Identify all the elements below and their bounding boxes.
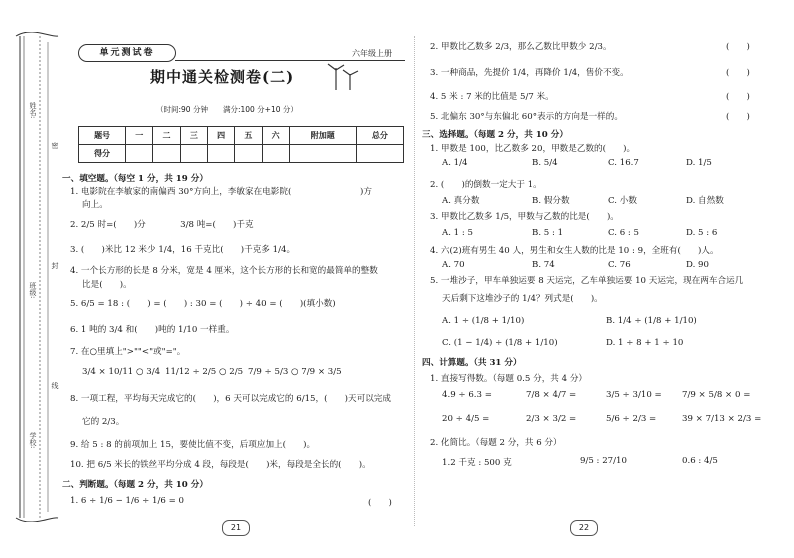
q4-line-b: 比是( )。: [82, 280, 132, 290]
q7-item-1: 3/4 × 10/11 ○ 3/4: [82, 367, 161, 377]
choice-2: 2. ( )的倒数一定大于 1。: [430, 180, 542, 190]
choice-4-opt-b[interactable]: B. 74: [532, 260, 555, 270]
choice-5-line-b: 天后剩下这堆沙子的 1/4？列式是( )。: [442, 294, 603, 304]
score-cell[interactable]: [289, 145, 356, 163]
page-number-right: [570, 520, 598, 536]
choice-3-opt-b[interactable]: B. 5 : 1: [532, 228, 564, 238]
score-col-6: 六: [262, 127, 289, 145]
score-col-4: 四: [207, 127, 234, 145]
choice-2-opt-c[interactable]: C. 小数: [608, 196, 637, 206]
q9: 9. 给 5 : 8 的前项加上 15，要使比值不变，后项应加上( )。: [70, 440, 316, 450]
q6: 6. 1 吨的 3/4 和( )吨的 1/10 一样重。: [70, 325, 235, 335]
q3: 3. ( )米比 12 米少 1/4，16 千克比( )千克多 1/4。: [70, 245, 296, 255]
score-cell[interactable]: [180, 145, 207, 163]
page-number-right-text: 22: [578, 523, 590, 532]
judge-3-answer[interactable]: ( ): [726, 68, 750, 78]
q8-line-a: 8. 一项工程，平均每天完成它的( )，6 天可以完成它的 6/15，( )天可以完成: [70, 394, 391, 404]
choice-4-opt-c[interactable]: C. 76: [608, 260, 631, 270]
judge-5-answer[interactable]: ( ): [726, 112, 750, 122]
section-choice: 三、选择题。（每题 2 分，共 10 分）: [422, 130, 568, 140]
banner-underline: [175, 60, 405, 61]
calc-1-item-5: 20 ÷ 4/5 =: [442, 414, 490, 424]
score-cell[interactable]: [356, 145, 403, 163]
choice-4-opt-d[interactable]: D. 90: [686, 260, 709, 270]
calc-1-item-8: 39 × 7/13 × 2/3 =: [682, 414, 762, 424]
choice-5-opt-c[interactable]: C. (1 − 1/4) ÷ (1/8 + 1/10): [442, 338, 558, 348]
calc-2: 2. 化简比。（每题 2 分，共 6 分）: [430, 438, 562, 448]
judge-1: 1. 6 ÷ 1/6 − 1/6 ÷ 1/6 = 0: [70, 496, 185, 506]
q10: 10. 把 6/5 米长的铁丝平均分成 4 段，每段是( )米，每段是全长的( )。: [70, 460, 371, 470]
q7: 7. 在○里填上">""<"或"="。: [70, 347, 186, 357]
calc-1-item-7: 5/6 ÷ 2/3 =: [606, 414, 657, 424]
judge-2: 2. 甲数比乙数多 2/3，那么乙数比甲数少 2/3。: [430, 42, 612, 52]
calc-1-item-4: 7/9 × 5/8 × 0 =: [682, 390, 751, 400]
choice-1-opt-a[interactable]: A. 1/4: [442, 158, 468, 168]
score-col-1: 一: [126, 127, 153, 145]
unit-test-banner-text: 单元测试卷: [99, 48, 155, 58]
judge-1-answer[interactable]: ( ): [368, 498, 392, 508]
score-col-bonus: 附加题: [289, 127, 356, 145]
unit-test-banner: [78, 44, 176, 62]
choice-4-opt-a[interactable]: A. 70: [442, 260, 465, 270]
judge-2-answer[interactable]: ( ): [726, 42, 750, 52]
calc-2-item-2: 9/5 : 27/10: [580, 456, 627, 466]
q5: 5. 6/5 = 18 : ( ) = ( ) : 30 = ( ) ÷ 40 = ( )(填小数): [70, 299, 336, 309]
choice-4: 4. 六(2)班有男生 40 人，男生和女生人数的比是 10 : 9，全班有( )人。: [430, 246, 719, 256]
choice-2-opt-b[interactable]: B. 假分数: [532, 196, 570, 206]
score-col-5: 五: [235, 127, 262, 145]
page-number-left-text: 21: [230, 523, 242, 532]
choice-5-line-a: 5. 一堆沙子，甲车单独运要 8 天运完，乙车单独运要 10 天运完，现在两车合运几: [430, 276, 744, 286]
choice-5-opt-b[interactable]: B. 1/4 ÷ (1/8 + 1/10): [606, 316, 697, 326]
score-cell[interactable]: [262, 145, 289, 163]
q4-line-a: 4. 一个长方形的长是 8 分米，宽是 4 厘米，这个长方形的长和宽的最简单的整数: [70, 266, 378, 276]
choice-1-opt-d[interactable]: D. 1/5: [686, 158, 712, 168]
judge-3: 3. 一种商品，先提价 1/4，再降价 1/4，售价不变。: [430, 68, 629, 78]
choice-3-opt-a[interactable]: A. 1 : 5: [442, 228, 473, 238]
exam-meta: （时间:90 分钟 满分:100 分+10 分）: [156, 105, 298, 114]
calc-1-item-1: 4.9 ÷ 6.3 =: [442, 390, 492, 400]
section-calculation: 四、计算题。（共 31 分）: [422, 358, 522, 368]
page-title: 期中通关检测卷(二): [150, 68, 295, 86]
q7-item-2: 11/12 ÷ 2/5 ○ 2/5: [165, 367, 244, 377]
calc-1-item-2: 7/8 × 4/7 =: [526, 390, 577, 400]
q1-line-b: 向上。: [82, 200, 108, 210]
score-col-total: 总分: [356, 127, 403, 145]
score-table-header-row: [79, 127, 404, 145]
score-table-score-row: [79, 145, 404, 163]
q8-line-b: 它的 2/3。: [82, 417, 125, 427]
seal-char-3: 线: [51, 382, 59, 389]
choice-3-opt-c[interactable]: C. 6 : 5: [608, 228, 640, 238]
score-table: [78, 126, 404, 163]
binding-school-label: 学校:: [29, 432, 37, 449]
grade-label: 六年级上册: [352, 49, 392, 58]
judge-4-answer[interactable]: ( ): [726, 92, 750, 102]
q2: 2. 2/5 时=( )分 3/8 吨=( )千克: [70, 220, 254, 230]
seal-char-2: 封: [51, 262, 59, 269]
choice-2-opt-d[interactable]: D. 自然数: [686, 196, 724, 206]
calc-2-item-3: 0.6 : 4/5: [682, 456, 718, 466]
score-cell[interactable]: [207, 145, 234, 163]
windmill-icon: [322, 62, 362, 92]
choice-1-opt-b[interactable]: B. 5/4: [532, 158, 558, 168]
score-cell[interactable]: [153, 145, 180, 163]
judge-5: 5. 北偏东 30°与东偏北 60°表示的方向是一样的。: [430, 112, 623, 122]
choice-3-opt-d[interactable]: D. 5 : 6: [686, 228, 718, 238]
score-col-2: 二: [153, 127, 180, 145]
binding-class-label: 班级:: [29, 282, 37, 299]
binding-strip: [12, 32, 62, 522]
choice-5-opt-d[interactable]: D. 1 ÷ 8 + 1 ÷ 10: [606, 338, 684, 348]
section-fill-blank: 一、填空题。（每空 1 分，共 19 分）: [62, 174, 208, 184]
page-number-left: [222, 520, 250, 536]
choice-1-opt-c[interactable]: C. 16.7: [608, 158, 639, 168]
calc-1-item-3: 3/5 ÷ 3/10 =: [606, 390, 662, 400]
judge-4: 4. 5 米 : 7 米的比值是 5/7 米。: [430, 92, 554, 102]
choice-3: 3. 甲数比乙数多 1/5，甲数与乙数的比是( )。: [430, 212, 619, 222]
q1-line-a: 1. 电影院在李敏家的南偏西 30°方向上，李敏家在电影院( )方: [70, 187, 373, 197]
choice-2-opt-a[interactable]: A. 真分数: [442, 196, 480, 206]
choice-5-opt-a[interactable]: A. 1 ÷ (1/8 + 1/10): [442, 316, 525, 326]
calc-1: 1. 直接写得数。（每题 0.5 分，共 4 分）: [430, 374, 588, 384]
score-col-3: 三: [180, 127, 207, 145]
binding-name-label: 姓名:: [29, 102, 37, 119]
score-cell[interactable]: [235, 145, 262, 163]
page-gutter: [414, 36, 415, 526]
calc-2-item-1: 1.2 千克 : 500 克: [442, 458, 512, 468]
section-judgement: 二、判断题。（每题 2 分，共 10 分）: [62, 480, 208, 490]
q7-item-3: 7/9 ÷ 5/3 ○ 7/9 × 3/5: [248, 367, 342, 377]
score-row-label: 得分: [79, 145, 126, 163]
score-col-label: 题号: [79, 127, 126, 145]
calc-1-item-6: 2/3 × 3/2 =: [526, 414, 577, 424]
choice-1: 1. 甲数是 100，比乙数多 20，甲数是乙数的( )。: [430, 144, 636, 154]
seal-char-1: 密: [51, 142, 59, 149]
score-cell[interactable]: [126, 145, 153, 163]
